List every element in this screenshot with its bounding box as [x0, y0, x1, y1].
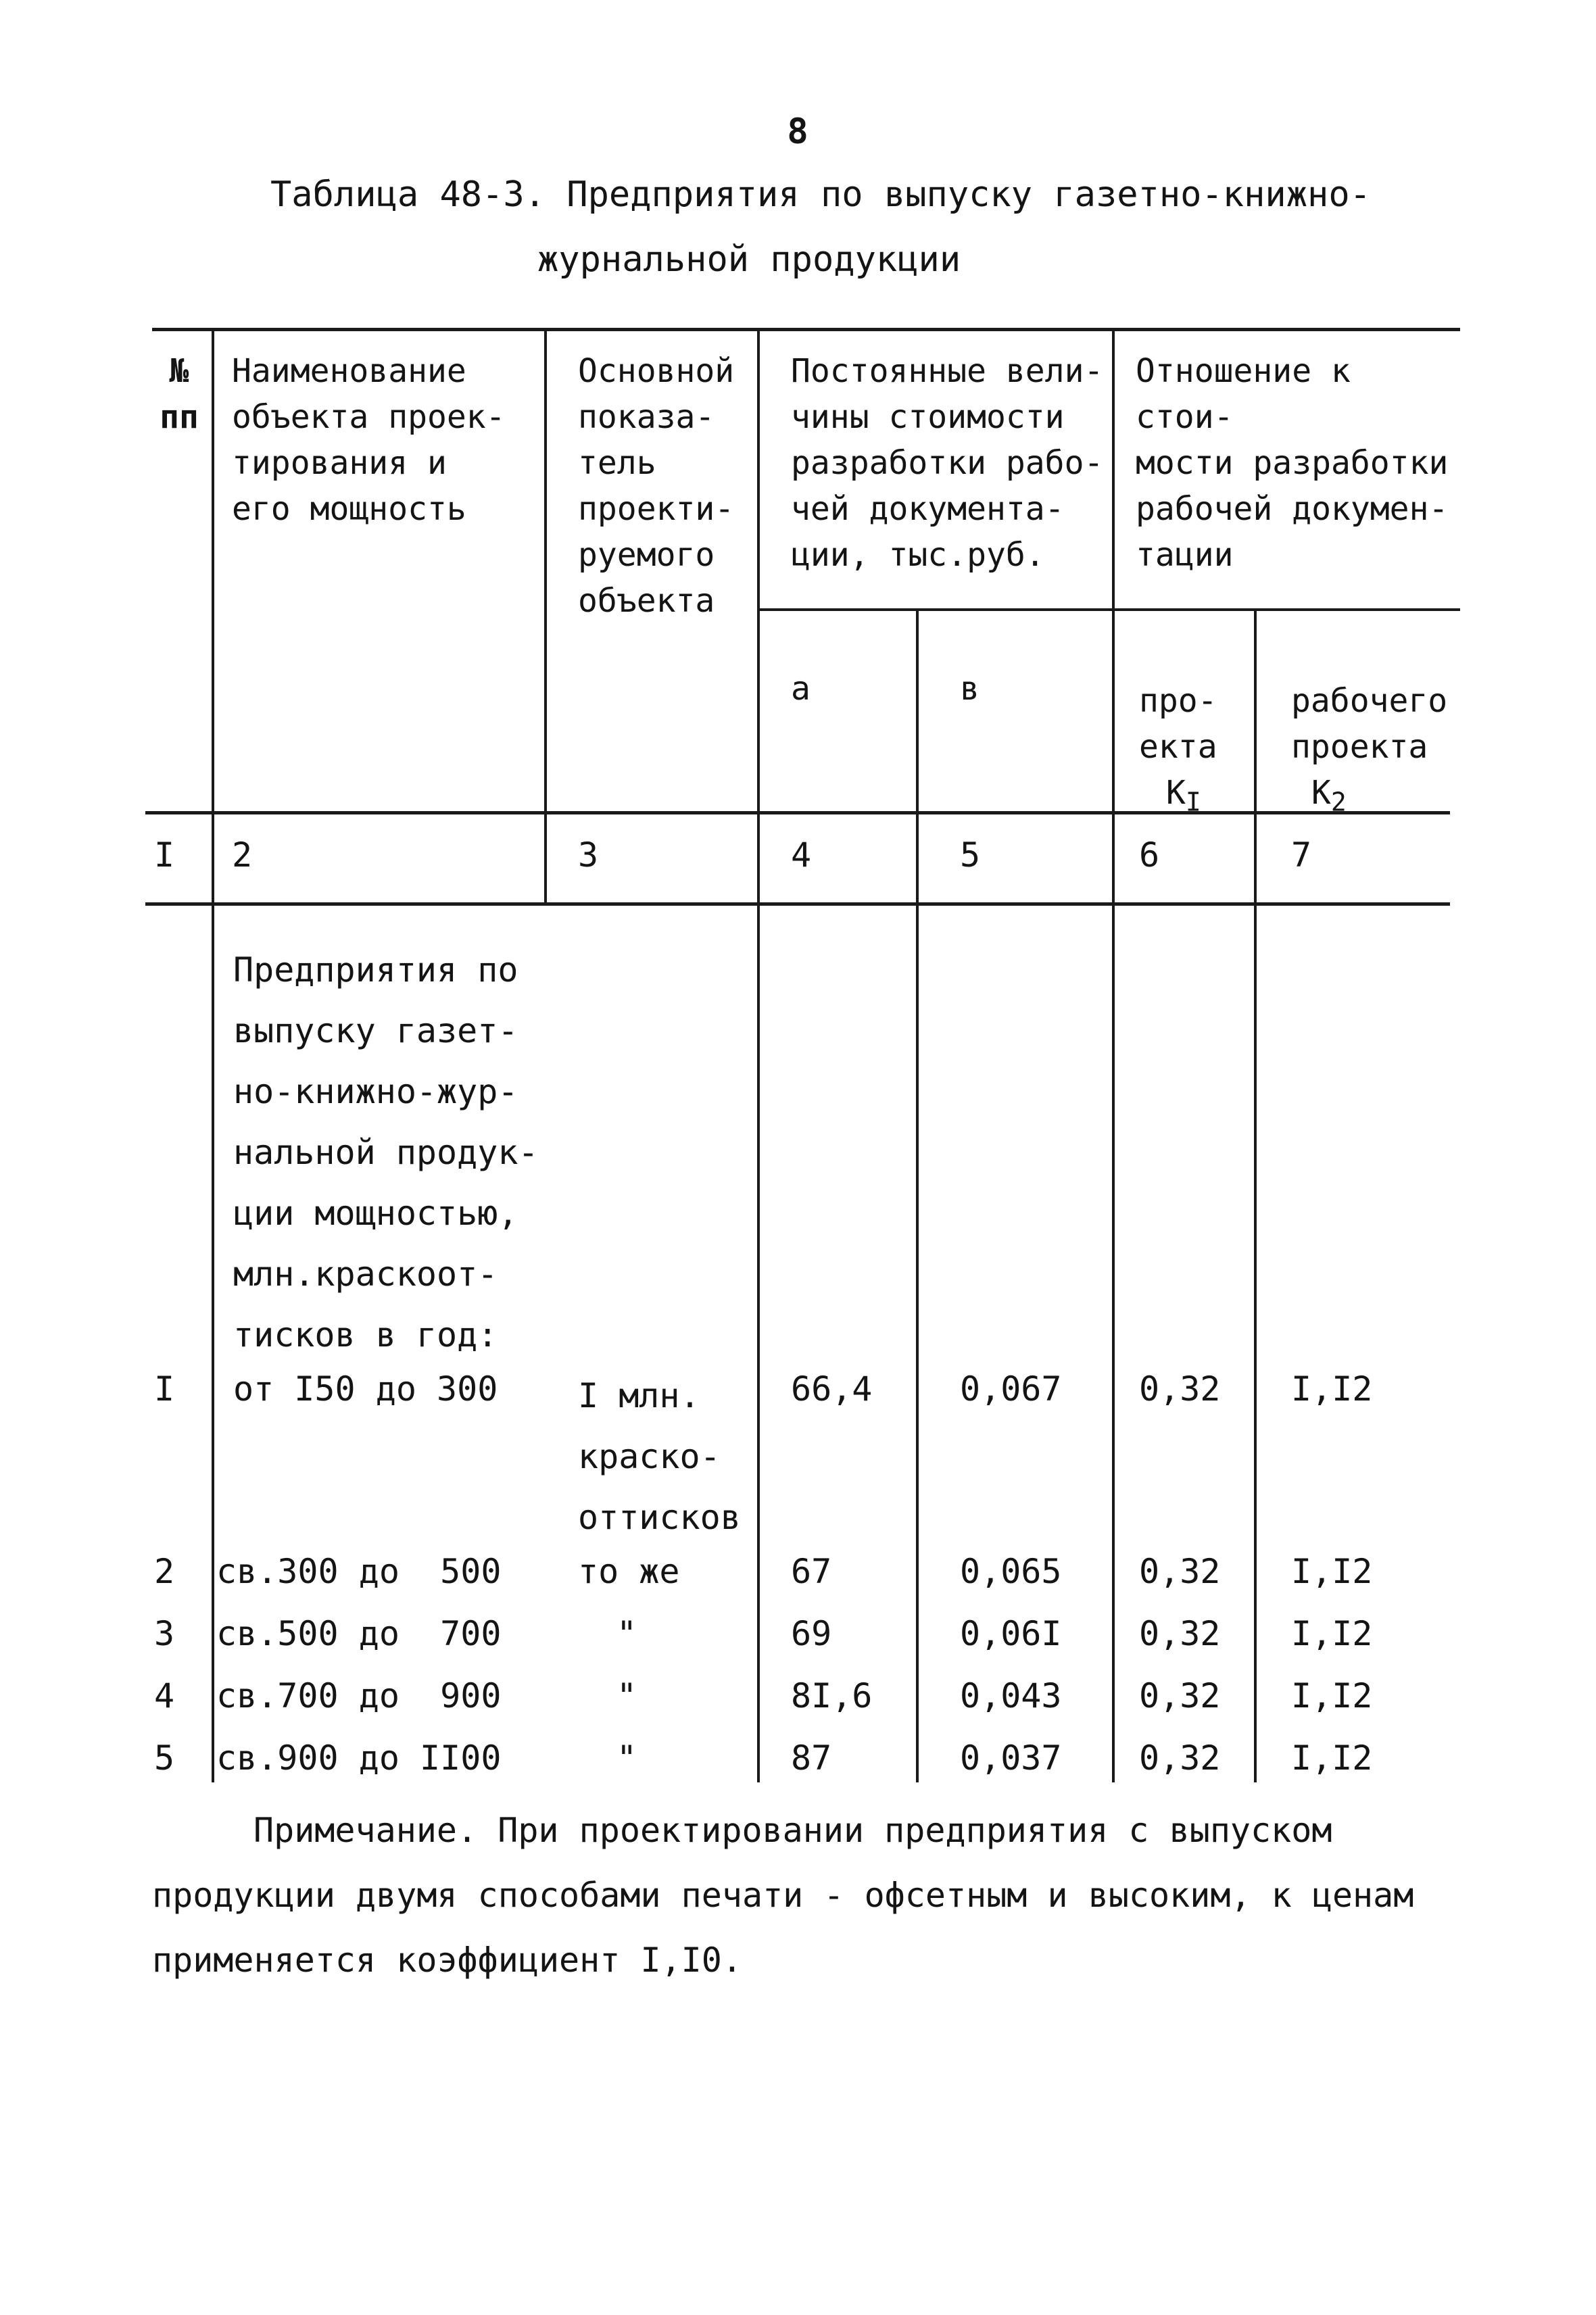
header-col-b: в [960, 670, 980, 708]
table-row-2-b: 0,065 [960, 1552, 1062, 1591]
colnum-7: 7 [1291, 835, 1312, 875]
table-row-5-k2: I,I2 [1291, 1738, 1373, 1778]
colnum-4: 4 [791, 835, 812, 875]
table-title-line-1: Таблица 48-3. Предприятия по выпуску газетно-книжно- [270, 174, 1371, 215]
table-row-4-name: св.700 до 900 [216, 1676, 502, 1715]
header-main-indicator: Основной показа- тель проекти- руемого объекта [578, 352, 735, 620]
header-col-k1-label: про- екта [1139, 682, 1217, 766]
header-subdivider [758, 608, 1460, 611]
colnum-3: 3 [578, 835, 599, 875]
table-row-3-k1: 0,32 [1139, 1614, 1221, 1653]
table-row-5-b: 0,037 [960, 1738, 1062, 1778]
group-label: Предприятия по выпуску газет- но-книжно-жур- нальной продук- ции мощностью, млн.краскоот- тисков в год: [233, 950, 539, 1355]
table-row-3-indicator: " [616, 1614, 637, 1653]
header-k2-subscript: 2 [1330, 787, 1347, 817]
table-row-2-name: св.300 до 500 [216, 1552, 502, 1591]
table-row-1-name: от I50 до 300 [233, 1369, 498, 1409]
table-row-4-k1: 0,32 [1139, 1676, 1221, 1715]
column-divider-3 [757, 329, 760, 1782]
table-row-2-k2: I,I2 [1291, 1552, 1373, 1591]
colnum-2: 2 [232, 835, 253, 875]
colnum-5: 5 [960, 835, 981, 875]
table-row-4-number: 4 [154, 1676, 175, 1715]
header-cost-ratio: Отношение к стои- мости разработки рабочей докумен- тации [1136, 352, 1449, 574]
header-col-k2 [1291, 632, 1457, 871]
table-row-4-indicator: " [616, 1676, 637, 1715]
header-constant-values: Постоянные вели- чины стоимости разработки рабо- чей документа- ции, тыс.руб. [791, 352, 1104, 574]
column-divider-5 [1112, 329, 1115, 1782]
table-title-line-2: журнальной продукции [537, 239, 961, 280]
page-number: 8 [787, 112, 808, 152]
table-row-5-a: 87 [791, 1738, 832, 1778]
header-col-k2-label: рабочего проекта [1291, 682, 1448, 766]
header-k1-subscript: I [1185, 787, 1201, 817]
header-k1-symbol: К [1166, 774, 1186, 812]
column-divider-4 [916, 610, 919, 1782]
table-title [270, 162, 1420, 292]
column-divider-6 [1254, 610, 1257, 1782]
table-row-1-b: 0,067 [960, 1369, 1062, 1409]
table-row-5-name: св.900 до II00 [216, 1738, 502, 1778]
table-row-2-k1: 0,32 [1139, 1552, 1221, 1591]
table-row-1-k2: I,I2 [1291, 1369, 1373, 1409]
header-object-name: Наименование объекта проек- тирования и его мощность [232, 352, 506, 528]
table-note: Примечание. При проектировании предприятия с выпуском продукции двумя способами печати - офсетным и высоким, к ценам применяется коэффициент I,I0. [152, 1811, 1414, 1980]
table-row-5-k1: 0,32 [1139, 1738, 1221, 1778]
table-row-1-indicator: I млн. краско- оттисков [578, 1376, 741, 1537]
table-top-border [152, 328, 1460, 331]
table-row-4-b: 0,043 [960, 1676, 1062, 1715]
table-row-5-indicator: " [616, 1738, 637, 1778]
table-row-3-k2: I,I2 [1291, 1614, 1373, 1653]
table-row-3-b: 0,06I [960, 1614, 1062, 1653]
column-divider-2 [544, 329, 547, 904]
table-row-3-a: 69 [791, 1614, 832, 1653]
table-row-2-indicator: то же [578, 1552, 680, 1591]
table-row-5-number: 5 [154, 1738, 175, 1778]
colnum-6: 6 [1139, 835, 1160, 875]
table-row-1-number: I [154, 1369, 175, 1409]
header-number: № пп [160, 352, 199, 436]
table-row-3-name: св.500 до 700 [216, 1614, 502, 1653]
colnum-1: I [154, 835, 175, 875]
column-divider-1 [212, 329, 214, 1782]
table-row-1-a: 66,4 [791, 1369, 873, 1409]
table-row-2-a: 67 [791, 1552, 832, 1591]
table-row-2-number: 2 [154, 1552, 175, 1591]
header-col-a: а [791, 670, 811, 708]
table-row-1-k1: 0,32 [1139, 1369, 1221, 1409]
header-k2-symbol: К [1311, 774, 1331, 812]
table-row-4-k2: I,I2 [1291, 1676, 1373, 1715]
table-row-4-a: 8I,6 [791, 1676, 873, 1715]
table-row-3-number: 3 [154, 1614, 175, 1653]
